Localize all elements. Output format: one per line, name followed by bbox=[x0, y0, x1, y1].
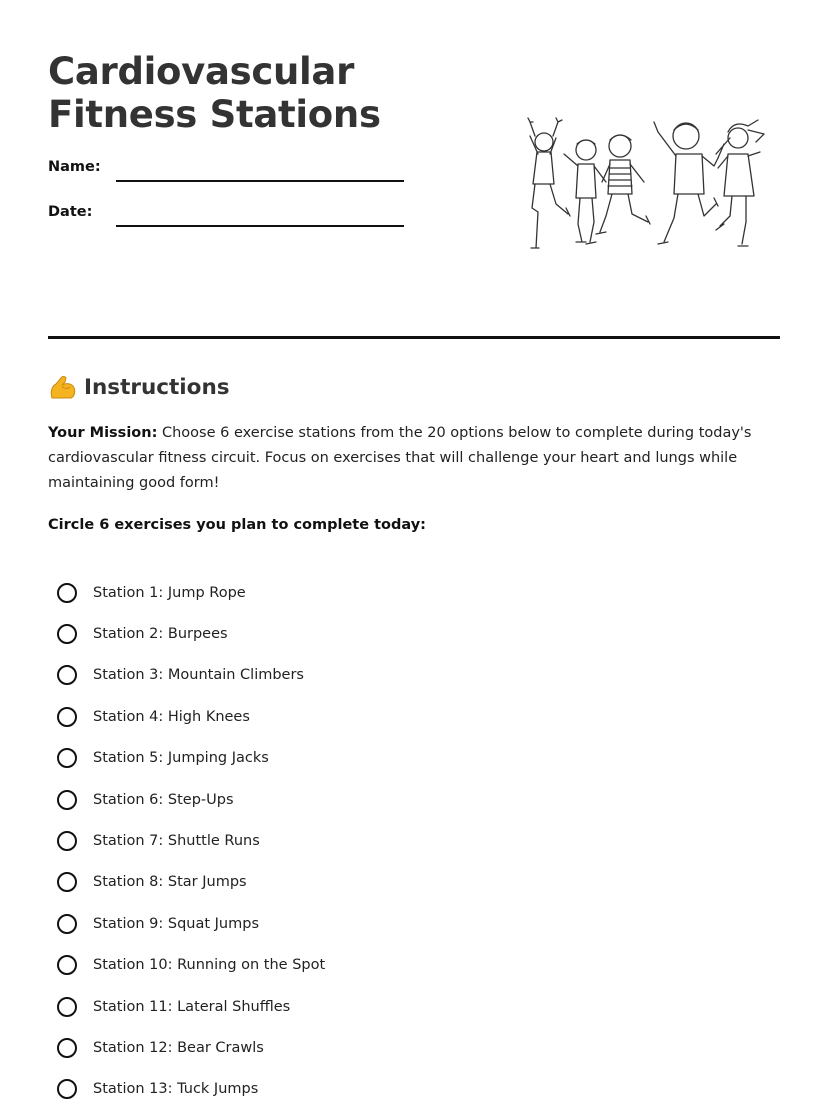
station-label: Station 8: Star Jumps bbox=[93, 874, 247, 891]
station-item[interactable] bbox=[57, 903, 325, 944]
instructions-title: Instructions bbox=[84, 374, 230, 400]
station-label: Station 2: Burpees bbox=[93, 626, 228, 643]
station-item[interactable] bbox=[57, 655, 325, 696]
circle-prompt: Circle 6 exercises you plan to complete today: bbox=[48, 517, 426, 533]
station-radio[interactable] bbox=[57, 707, 77, 727]
jumping-children-icon bbox=[520, 112, 772, 260]
date-label: Date: bbox=[48, 204, 93, 220]
station-radio[interactable] bbox=[57, 914, 77, 934]
instructions-heading bbox=[48, 372, 230, 402]
date-field[interactable] bbox=[116, 225, 404, 227]
child-figure-4 bbox=[654, 122, 718, 244]
station-radio[interactable] bbox=[57, 1038, 77, 1058]
child-figure-5 bbox=[716, 120, 764, 246]
flexed-biceps-icon bbox=[48, 372, 78, 402]
station-item[interactable] bbox=[57, 738, 325, 779]
station-radio[interactable] bbox=[57, 831, 77, 851]
station-label: Station 6: Step-Ups bbox=[93, 791, 234, 808]
station-item[interactable] bbox=[57, 986, 325, 1027]
station-radio[interactable] bbox=[57, 955, 77, 975]
mission-text: Choose 6 exercise stations from the 20 options below to complete during today's cardiovascular fitness circuit. Focus on exercises that will challenge your heart and lungs while maintaining good form! bbox=[48, 425, 752, 491]
name-label: Name: bbox=[48, 159, 101, 175]
station-radio[interactable] bbox=[57, 665, 77, 685]
station-radio[interactable] bbox=[57, 997, 77, 1017]
station-radio[interactable] bbox=[57, 583, 77, 603]
station-item[interactable] bbox=[57, 696, 325, 737]
section-divider bbox=[48, 336, 780, 339]
station-item[interactable] bbox=[57, 1069, 325, 1110]
station-label: Station 3: Mountain Climbers bbox=[93, 667, 304, 684]
name-field[interactable] bbox=[116, 180, 404, 182]
child-figure-3 bbox=[596, 135, 650, 234]
station-item[interactable] bbox=[57, 613, 325, 654]
station-label: Station 4: High Knees bbox=[93, 708, 250, 725]
station-item[interactable] bbox=[57, 779, 325, 820]
station-list bbox=[57, 572, 325, 1110]
station-label: Station 5: Jumping Jacks bbox=[93, 750, 269, 767]
station-item[interactable] bbox=[57, 862, 325, 903]
station-radio[interactable] bbox=[57, 748, 77, 768]
station-radio[interactable] bbox=[57, 1079, 77, 1099]
station-item[interactable] bbox=[57, 572, 325, 613]
station-item[interactable] bbox=[57, 1027, 325, 1068]
child-figure-2 bbox=[564, 140, 606, 244]
station-label: Station 1: Jump Rope bbox=[93, 584, 246, 601]
station-label: Station 11: Lateral Shuffles bbox=[93, 998, 291, 1015]
station-label: Station 7: Shuttle Runs bbox=[93, 833, 260, 850]
page-title: Cardiovascular Fitness Stations bbox=[48, 50, 381, 136]
station-radio[interactable] bbox=[57, 624, 77, 644]
station-label: Station 12: Bear Crawls bbox=[93, 1039, 264, 1056]
station-item[interactable] bbox=[57, 820, 325, 861]
station-item[interactable] bbox=[57, 945, 325, 986]
child-figure-1 bbox=[528, 118, 570, 248]
mission-paragraph bbox=[48, 421, 783, 496]
station-label: Station 10: Running on the Spot bbox=[93, 957, 326, 974]
station-label: Station 13: Tuck Jumps bbox=[93, 1081, 259, 1098]
station-label: Station 9: Squat Jumps bbox=[93, 915, 260, 932]
station-radio[interactable] bbox=[57, 790, 77, 810]
mission-label: Your Mission: bbox=[48, 425, 158, 441]
station-radio[interactable] bbox=[57, 872, 77, 892]
